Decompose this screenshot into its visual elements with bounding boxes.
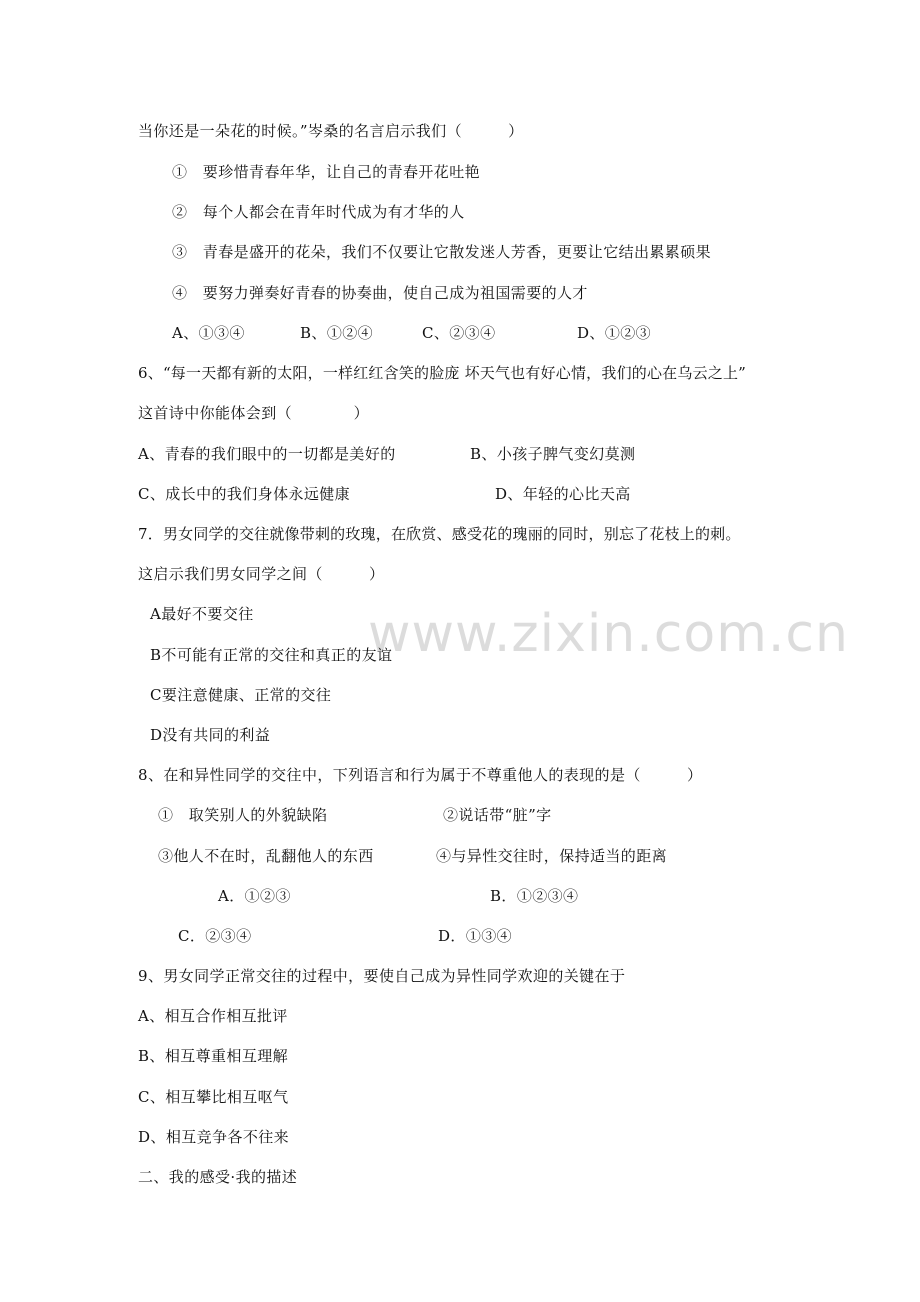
- q9-option-b: B、相互尊重相互理解: [138, 1047, 289, 1065]
- q5-item-2: ② 每个人都会在青年时代成为有才华的人: [172, 203, 465, 221]
- q6-option-c: C、成长中的我们身体永远健康: [138, 485, 351, 503]
- q8-option-a: A．①②③: [218, 887, 291, 905]
- q8-option-d: D．①③④: [438, 927, 513, 945]
- q7-stem-line-1: 7．男女同学的交往就像带刺的玫瑰，在欣赏、感受花的瑰丽的同时，别忘了花枝上的刺。: [138, 525, 741, 543]
- q9-option-a: A、相互合作相互批评: [138, 1007, 288, 1025]
- q8-stem: 8、在和异性同学的交往中，下列语言和行为属于不尊重他人的表现的是（ ）: [138, 766, 703, 784]
- q9-option-c: C、相互攀比相互呕气: [138, 1088, 289, 1106]
- q6-stem-line-1: 6、“每一天都有新的太阳，一样红红含笑的脸庞 坏天气也有好心情，我们的心在乌云之上”: [138, 364, 747, 382]
- q8-item-2: ②说话带“脏”字: [443, 806, 552, 824]
- q5-option-b: B、①②④: [300, 324, 374, 342]
- q5-option-a: A、①③④: [172, 324, 245, 342]
- q8-option-c: C．②③④: [178, 927, 252, 945]
- q5-option-d: D、①②③: [577, 324, 652, 342]
- q6-stem-line-2: 这首诗中你能体会到（ ）: [138, 404, 370, 422]
- q9-stem: 9、男女同学正常交往的过程中，要使自己成为异性同学欢迎的关键在于: [138, 967, 626, 985]
- q8-item-1: ① 取笑别人的外貌缺陷: [158, 806, 328, 824]
- q5-stem-end: 当你还是一朵花的时候。”岑桑的名言启示我们（ ）: [138, 122, 524, 140]
- q5-item-1: ① 要珍惜青春年华，让自己的青春开花吐艳: [172, 163, 481, 181]
- section-2-title: 二、我的感受·我的描述: [138, 1168, 298, 1186]
- q5-item-3: ③ 青春是盛开的花朵，我们不仅要让它散发迷人芳香，更要让它结出累累硕果: [172, 243, 712, 261]
- q8-item-3: ③他人不在时，乱翻他人的东西: [158, 847, 374, 865]
- watermark: www.zixin.com.cn: [368, 604, 849, 664]
- q7-option-b: B不可能有正常的交往和真正的友谊: [150, 646, 393, 664]
- q8-option-b: B．①②③④: [490, 887, 579, 905]
- q5-option-c: C、②③④: [422, 324, 496, 342]
- q9-option-d: D、相互竞争各不往来: [138, 1128, 290, 1146]
- q7-option-a: A最好不要交往: [150, 605, 254, 623]
- q6-option-b: B、小孩子脾气变幻莫测: [470, 445, 636, 463]
- q8-item-4: ④与异性交往时，保持适当的距离: [436, 847, 668, 865]
- q7-option-c: C要注意健康、正常的交往: [150, 686, 332, 704]
- q6-option-a: A、青春的我们眼中的一切都是美好的: [138, 445, 396, 463]
- q7-option-d: D没有共同的利益: [150, 726, 271, 744]
- q5-item-4: ④ 要努力弹奏好青春的协奏曲，使自己成为祖国需要的人才: [172, 284, 588, 302]
- q7-stem-line-2: 这启示我们男女同学之间（ ）: [138, 565, 385, 583]
- q6-option-d: D、年轻的心比天高: [495, 485, 631, 503]
